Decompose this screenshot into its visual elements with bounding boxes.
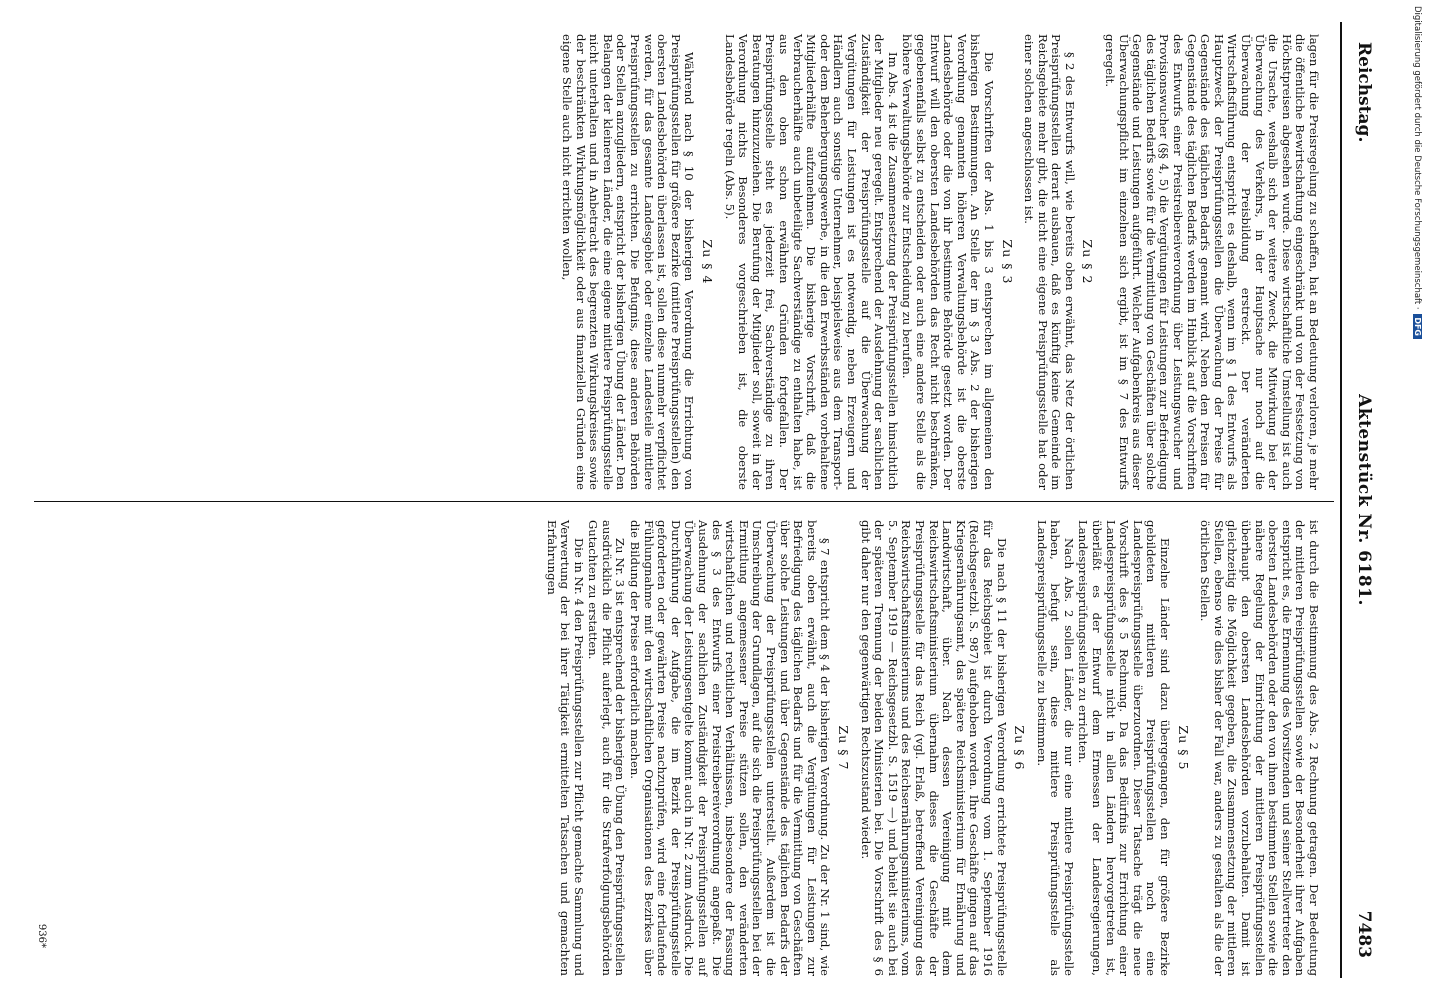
header-rule [1340,22,1342,978]
section-heading: Zu § 7 [836,725,851,771]
paragraph: Die nach § 11 der bisherigen Verordnung errichtete Preisprüfungsstelle für das Reichsgebiet ist durch Verordnung vom 1. September 1916 (Reichsgesetzbl. S. 987) aufgehoben worden. Ihre Geschäfte gingen auf das Kriegsernährungsamt, das spätere Reichsministerium für Ernährung und Landwirtschaft, über. Nach dessen Vereinigung mit dem Reichswirtschaftsministerium übernahm dieses die Geschäfte der Preisprüfungsstelle für das Reich (vgl. Erlaß, betreffend Vereinigung des Reichswirtschaftsministeriums und des Reichsernährungsministeriums, vom 5. September 1919 — Reichsgesetzbl. S. 1519 —) und behielt sie auch bei der späteren Trennung der beiden Ministerien bei. Die Vorschrift des § 6 gibt daher nur den gegenwärtigen Rechtszustand wieder. [858,520,1009,976]
page-header [1330,22,1374,978]
header-left: Reichstag. [1354,42,1374,143]
right-column [543,520,1320,976]
document-title: Aktenstück Nr. 6181. [1354,394,1374,606]
left-column [559,34,1320,490]
paragraph: Während nach § 10 der bisherigen Verordnung die Errichtung von Preisprüfungsstellen für größere Bezirke (mittlere Preisprüfungsstellen) den obersten Landesbehörden überlassen ist, sollen diese nunmehr verpflichtet werden, für das gesamte Landesgebiet oder einzelne Landesteile mittlere Preisprüfungsstellen zu errichten. Die Befugnis, diese anderen Behörden oder Stellen anzugliedern, entspricht der bisherigen Übung der Länder. Den Belangen der kleineren Länder, die eine eigene mittlere Preisprüfungsstelle nicht unterhalten und in Anbetracht des begrenzten Wirkungskreises sowie der beschränkten Wirkungsmöglichkeit oder aus finanziellen Gründen eine eigene Stelle auch nicht errichten wollen, [560,34,697,490]
section-heading: Zu § 4 [700,239,716,285]
paragraph: § 7 entspricht dem § 4 der bisherigen Verordnung. Zu der Nr. 1 sind, wie bereits oben erwähnt, auch die Vergütungen für Leistungen zur Befriedigung des täglichen Bedarfs und für die Vermittlung von Geschäften über solche Leistungen und über Gegenstände des täglichen Bedarfs der Überwachung der Preisprüfungsstellen unterstellt. Außerdem ist die Umschreibung der Grundlagen, auf die sich die Preisprüfungsstellen bei der Ermittlung angemessener Preise stützen sollen, den veränderten wirtschaftlichen und rechtlichen Verhältnissen, insbesondere der Fassung des § 3 des Entwurfs einer Preistreibereiverordnung angepaßt. Die Ausdehnung der sachlichen Zuständigkeit der Preisprüfungsstellen auf Überwachung der Leistungsentgelte kommt auch in Nr. 2 zum Ausdruck. Die Durchführung der Aufgabe, die im Bezirk der Preisprüfungsstelle geforderten oder gewährten Preise nachzuprüfen, wird eine fortlaufende Fühlungnahme mit den wirtschaftlichen Organisationen des Bezirkes über die Bildung der Preise erforderlich machen. [628,520,833,976]
paragraph: lagen für die Preisregelung zu schaffen, hat an Bedeutung verloren, je mehr die öffentliche Bewirtschaftung eingeschränkt und von der Festsetzung von Höchstpreisen abgesehen wurde. Diese wirtschaftliche Umstellung ist auch die Ursache, weshalb sich der weitere Zweck, die Mitwirkung bei der Überwachung des Verkehrs, in der Hauptsache nur noch auf die Überwachung der Preisbildung erstreckt. Der veränderten Wirtschaftsführung entspricht es deshalb, wenn im § 1 des Entwurfs als Hauptzweck der Preisprüfungsstellen die Überwachung der Preise für Gegenstände des täglichen Bedarfs genannt wird. Neben den Preisen für Gegenstände des täglichen Bedarfs werden im Hinblick auf die Vorschriften des Entwurfs einer Preistreibereiverordnung über Leistungswucher und Provisionswucher (§§ 4, 5) die Vergütungen für Leistungen zur Befriedigung des täglichen Bedarfs sowie für die Vermittlung von Geschäften über solche Gegenstände und Leistungen aufgeführt. Welcher Aufgabenkreis aus dieser Überwachungspflicht im einzelnen sich ergibt, ist im § 7 des Entwurfs geregelt. [1103,34,1321,490]
paragraph: Nach Abs. 2 sollen Länder, die nur eine mittlere Preisprüfungsstelle haben, befugt sein, diese mittlere Preisprüfungsstelle als Landespreisprüfungsstelle zu bestimmen. [1034,520,1076,976]
page-signature: 936* [36,923,47,948]
dfg-logo: DFG [1413,314,1422,339]
paragraph: ist durch die Bestimmung des Abs. 2 Rechnung getragen. Der Bedeutung der mittleren Preisprüfungsstellen sowie der Besonderheit ihrer Aufgaben entspricht es, die Ernennung des Vorsitzenden und seiner Stellvertreter den obersten Landesbehörden oder den von ihnen bestimmten Stellen sowie die nähere Regelung der Einrichtung der mittleren Preisprüfungsstellen überhaupt den obersten Landesbehörden vorzubehalten. Damit ist gleichzeitig die Möglichkeit gegeben, die Zusammensetzung der mittleren Stellen, ebenso wie dies bisher der Fall war, anders zu gestalten als die der örtlichen Stellen. [1198,520,1321,976]
paragraph: Im Abs. 4 ist die Zusammensetzung der Preisprüfungsstellen hinsichtlich der Mitglieder neu geregelt. Entsprechend der Ausdehnung der sachlichen Zuständigkeit der Preisprüfungsstelle auf die Überwachung der Vergütungen für Leistungen ist es notwendig, neben Erzeugern und Händlern auch sonstige Unternehmer, beispielsweise aus dem Transport- oder dem Beherbergungsgewerbe, in die den Erwerbsständen vorbehaltene Mitgliederhälfte aufzunehmen. Die bisherige Vorschrift, daß die Verbraucherhälfte auch unbeteiligte Sachverständige zu enthalten habe, ist aus den oben schon erwähnten Gründen fortgefallen. Der Preisprüfungsstelle steht es jederzeit frei, Sachverständige zu ihren Beratungen hinzuzuziehen. Die Berufung der Mitglieder soll, soweit in der Verordnung nichts Besonderes vorgeschrieben ist, die oberste Landesbehörde regeln (Abs. 5). [722,34,900,490]
paragraph: § 2 des Entwurfs will, wie bereits oben erwähnt, das Netz der örtlichen Preisprüfungsstellen derart ausbauen, daß es künftig keine Gemeinde im Reichsgebiete mehr gibt, die nicht eine eigene Preisprüfungsstelle hat oder einer solchen angeschlossen ist. [1022,34,1077,490]
section-heading: Zu § 2 [1080,239,1096,285]
digitization-credit [1412,6,1422,339]
column-divider [34,501,1334,502]
paragraph: Zu Nr. 3 ist entsprechend der bisherigen Übung den Preisprüfungsstellen ausdrücklich die Pflicht auferlegt, auch für die Strafverfolgungsbehörden Gutachten zu erstatten. [586,520,628,976]
section-heading: Zu § 6 [1012,725,1028,771]
document-sheet [4,12,1394,988]
paragraph: Einzelne Länder sind dazu übergegangen, den für größere Bezirke gebildeten mittleren Preisprüfungsstellen noch eine Landespreisprüfungsstelle überzuordnen. Dieser Tatsache trägt die neue Vorschrift des § 5 Rechnung. Da das Bedürfnis zur Errichtung einer Landespreisprüfungsstelle nicht in allen Ländern hervorgetreten ist, überläßt es der Entwurf dem Ermessen der Landesregierungen, Landespreisprüfungsstellen zu errichten. [1076,520,1173,976]
credit-text: Digitalisierung gefördert durch die Deutsche Forschungsgemeinschaft · [1412,6,1422,310]
paragraph: Die in Nr. 4 den Preisprüfungsstellen zur Pflicht gemachte Sammlung und Verwertung der bei ihrer Tätigkeit ermittelten Tatsachen und gemachten Erfahrungen [544,520,586,976]
paragraph: Die Vorschriften der Abs. 1 bis 3 entsprechen im allgemeinen den bisherigen Bestimmungen. An Stelle der im § 3 Abs. 2 der bisherigen Verordnung genannten höheren Verwaltungsbehörde ist die oberste Landesbehörde oder die von ihr bestimmte Behörde gesetzt worden. Der Entwurf will den obersten Landesbehörden das Recht nicht beschränken, gegebenenfalls selbst zu entscheiden oder auch eine andere Stelle als die höhere Verwaltungsbehörde zur Entscheidung zu berufen. [900,34,996,490]
page-number: 7483 [1354,910,1374,958]
section-heading: Zu § 5 [1175,725,1191,771]
section-heading: Zu § 3 [999,239,1015,285]
